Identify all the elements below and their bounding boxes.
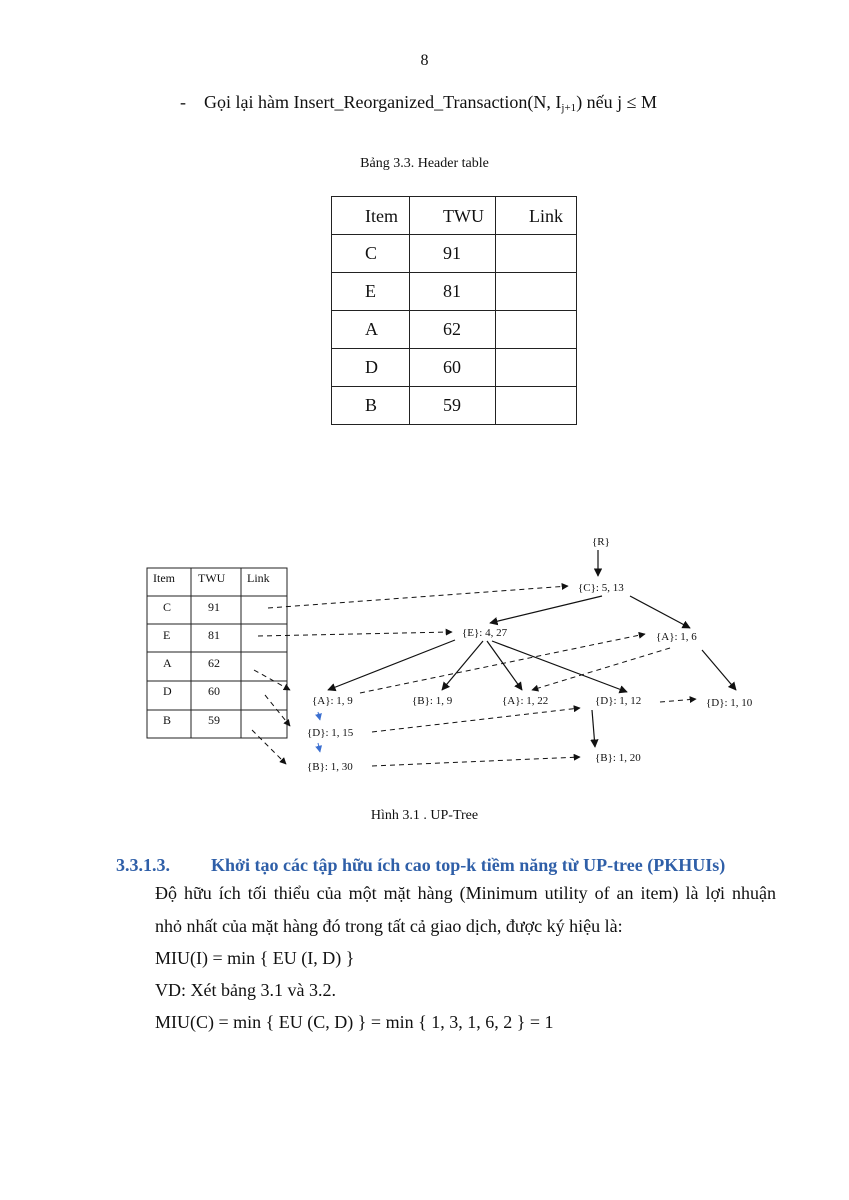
section-title: Khởi tạo các tập hữu ích cao top-k tiềm năng từ UP-tree (PKHUIs) (211, 855, 726, 875)
node-d-mid: {D}: 1, 12 (595, 695, 642, 707)
table-header-row (332, 197, 577, 235)
link-d-mid-right (660, 699, 696, 702)
example-line: VD: Xét bảng 3.1 và 3.2. (155, 980, 336, 1000)
link-a-right-mid (532, 648, 670, 690)
link-c (268, 586, 568, 608)
mini-cell-twu: 91 (208, 600, 220, 614)
mini-cell-twu: 81 (208, 628, 220, 642)
node-e: {E}: 4, 27 (462, 627, 508, 639)
mini-cell-item: E (163, 628, 171, 642)
table-row (332, 311, 577, 349)
link-b-start (252, 730, 286, 764)
mini-col-item: Item (153, 571, 175, 585)
node-b-left: {B}: 1, 30 (307, 761, 353, 773)
mini-col-link: Link (247, 571, 270, 585)
edge-e-b-mid (442, 641, 483, 690)
section-number: 3.3.1.3. (116, 855, 170, 875)
cell-twu: 62 (410, 311, 496, 349)
column-header-link: Link (496, 197, 577, 235)
mini-cell-item: D (163, 684, 172, 698)
page-number: 8 (420, 52, 429, 69)
table-caption: Bảng 3.3. Header table (360, 156, 489, 171)
cell-twu: 81 (410, 273, 496, 311)
node-a-mid: {A}: 1, 22 (502, 695, 549, 707)
mini-cell-twu: 60 (208, 684, 220, 698)
edge-e-d-mid (492, 641, 627, 692)
node-d-left: {D}: 1, 15 (307, 727, 354, 739)
cell-twu: 60 (410, 349, 496, 387)
miu-c-formula: MIU(C) = min { EU (C, D) } = min { 1, 3, 1, 6, 2 } = 1 (155, 1012, 554, 1032)
cell-link (496, 273, 577, 311)
node-root: {R} (592, 536, 610, 548)
cell-item: B (332, 387, 410, 425)
link-b-left-right (372, 757, 580, 766)
cell-link (496, 387, 577, 425)
link-a-start (254, 670, 290, 690)
edge-d-b-right (592, 710, 595, 747)
cell-link (496, 349, 577, 387)
bullet-subscript: j+1 (561, 102, 577, 114)
node-a-right: {A}: 1, 6 (656, 631, 697, 643)
mini-cell-item: B (163, 713, 172, 727)
edge-e-a-left (328, 640, 455, 690)
node-c: {C}: 5, 13 (578, 582, 624, 594)
mini-cell-twu: 59 (208, 713, 220, 727)
cell-item: E (332, 273, 410, 311)
formula-miu: MIU(I) = min { EU (I, D) } (155, 948, 355, 968)
table-row (332, 387, 577, 425)
paragraph-line-1: Độ hữu ích tối thiểu của một mặt hàng (Minimum utility of an item) là lợi nhuận (155, 883, 776, 903)
column-header-twu: TWU (410, 197, 496, 235)
link-d-left-mid (372, 708, 580, 732)
cell-link (496, 311, 577, 349)
node-b-mid: {B}: 1, 9 (412, 695, 453, 707)
mini-cell-item: C (163, 600, 172, 614)
paragraph-line-2: nhỏ nhất của mặt hàng đó trong tất cả giao dịch, được ký hiệu là: (155, 916, 623, 936)
edge-c-e (490, 596, 602, 623)
cell-item: D (332, 349, 410, 387)
mini-cell-twu: 62 (208, 656, 220, 670)
mini-col-twu: TWU (198, 571, 226, 585)
node-d-right: {D}: 1, 10 (706, 697, 753, 709)
node-b-right: {B}: 1, 20 (595, 752, 641, 764)
link-a-left-right (360, 634, 645, 693)
mini-cell-item: A (163, 656, 172, 670)
cell-twu: 59 (410, 387, 496, 425)
edge-a-d-right (702, 650, 736, 690)
bullet-text-suffix: ) nếu j ≤ M (576, 92, 658, 112)
edge-c-a (630, 596, 690, 628)
bullet-dash: - (180, 92, 186, 112)
table-row (332, 349, 577, 387)
figure-caption: Hình 3.1 . UP-Tree (370, 808, 479, 823)
section-heading (116, 855, 725, 876)
cell-link (496, 235, 577, 273)
table-row (332, 235, 577, 273)
header-table (331, 196, 577, 425)
tree-edges (328, 550, 736, 747)
node-a-left: {A}: 1, 9 (312, 695, 353, 707)
cell-item: C (332, 235, 410, 273)
table-row (332, 273, 577, 311)
bullet-line (180, 92, 657, 114)
node-links (252, 586, 696, 766)
cell-item: A (332, 311, 410, 349)
cell-twu: 91 (410, 235, 496, 273)
bullet-text-prefix: Gọi lại hàm Insert_Reorganized_Transaction(N, I (204, 92, 562, 112)
up-tree-figure (140, 528, 780, 778)
column-header-item: Item (332, 197, 410, 235)
